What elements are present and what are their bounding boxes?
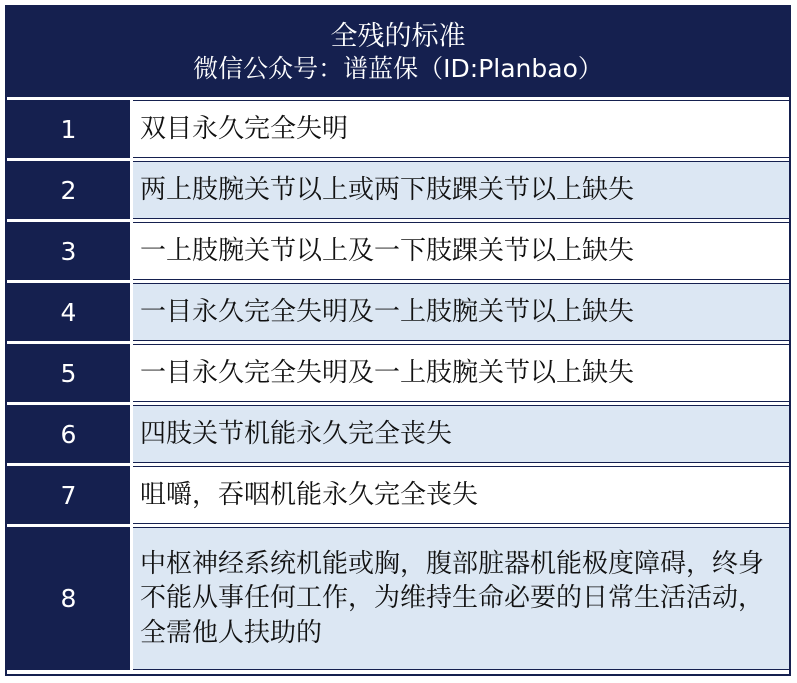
- row-description: 中枢神经系统机能或胸，腹部脏器机能极度障碍，终身不能从事任何工作，为维持生命必要的日常生活活动，全需他人扶助的: [133, 527, 789, 670]
- row-number: 3: [7, 222, 130, 280]
- row-number: 2: [7, 161, 130, 219]
- disability-standards-table: [5, 5, 791, 676]
- row-description: 一目永久完全失明及一上肢腕关节以上缺失: [133, 344, 789, 402]
- row-number: 8: [7, 527, 130, 670]
- row-description: 一目永久完全失明及一上肢腕关节以上缺失: [133, 283, 789, 341]
- table-title: 全残的标准: [330, 20, 466, 52]
- row-description: 四肢关节机能永久完全丧失: [133, 405, 789, 463]
- row-number: 1: [7, 100, 130, 158]
- row-number: 4: [7, 283, 130, 341]
- row-number: 5: [7, 344, 130, 402]
- row-description: 双目永久完全失明: [133, 100, 789, 158]
- row-number: 6: [7, 405, 130, 463]
- table-header: [7, 7, 789, 97]
- table-subtitle: 微信公众号：谱蓝保（ID:Planbao）: [193, 54, 603, 84]
- row-description: 一上肢腕关节以上及一下肢踝关节以上缺失: [133, 222, 789, 280]
- row-description: 两上肢腕关节以上或两下肢踝关节以上缺失: [133, 161, 789, 219]
- row-number: 7: [7, 466, 130, 524]
- row-description: 咀嚼，吞咽机能永久完全丧失: [133, 466, 789, 524]
